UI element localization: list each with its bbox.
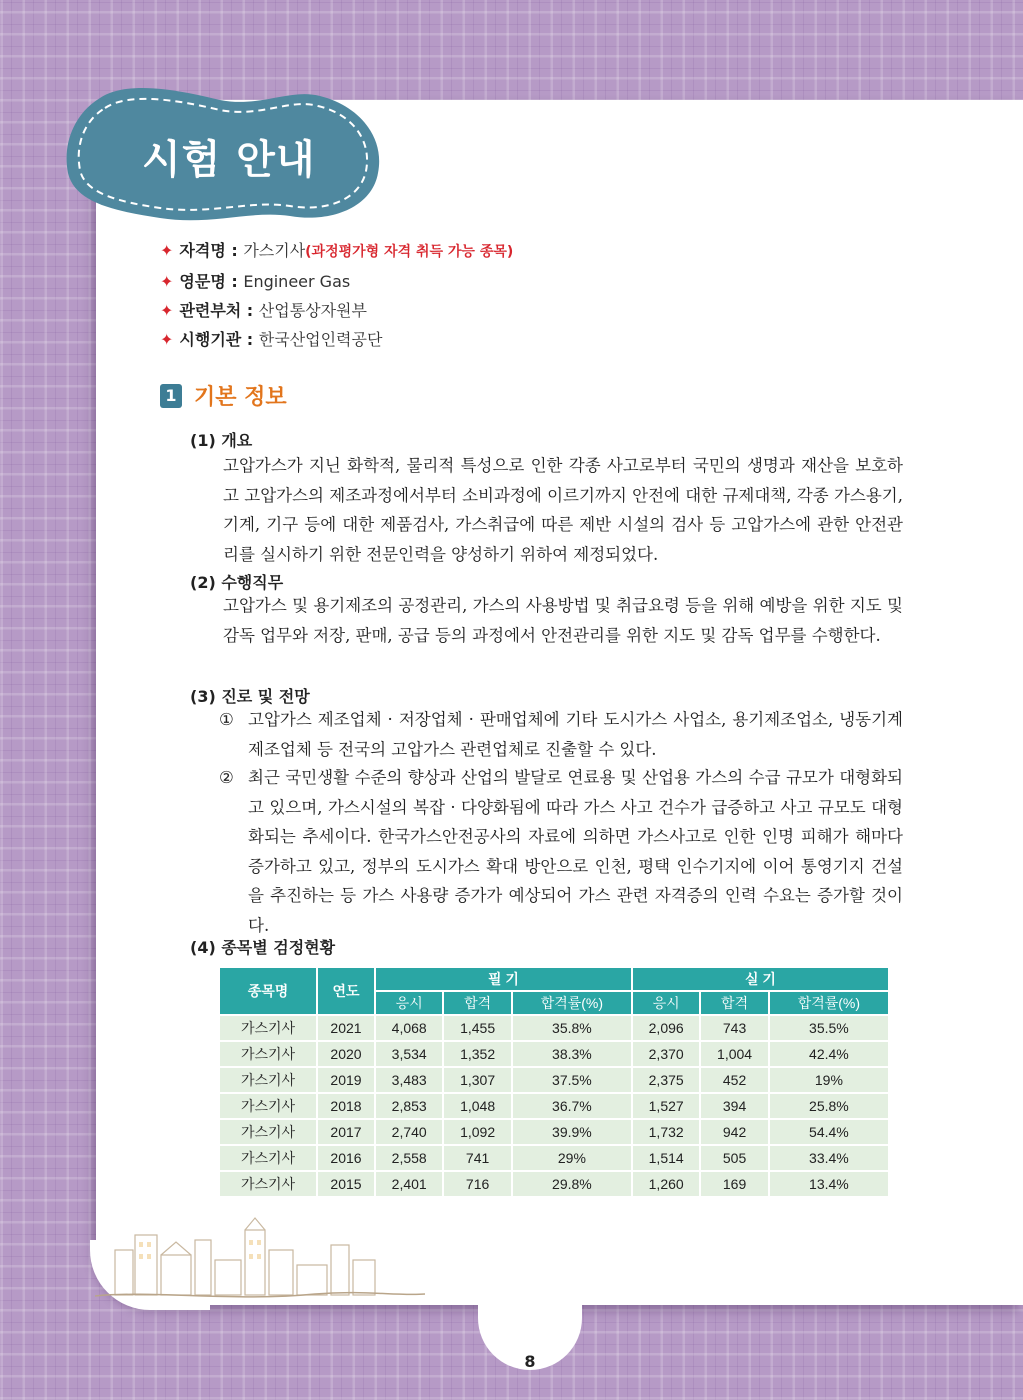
col-written-header: 필 기 — [376, 968, 631, 990]
section-number-badge: 1 — [160, 384, 182, 408]
outlook-heading: (3) 진로 및 전망 — [190, 687, 310, 706]
meta-row-agency: ✦ 시행기관 : 한국산업인력공단 — [160, 330, 383, 349]
practical-rate-header: 합격률(%) — [770, 992, 888, 1014]
page-title: 시험 안내 — [142, 137, 316, 183]
certificate-meta — [160, 236, 513, 354]
written-passed-header: 합격 — [444, 992, 510, 1014]
meta-row-english-name: ✦ 영문명 : Engineer Gas — [160, 272, 351, 291]
duties-heading: (2) 수행직무 — [190, 573, 284, 592]
table-row: 가스기사 2015 2,401 716 29.8% 1,260 169 13.4% — [220, 1172, 888, 1196]
star-icon: ✦ — [160, 241, 174, 260]
meta-row-name: ✦ 자격명 : 가스기사(과정평가형 자격 취득 가능 종목) — [160, 241, 514, 260]
meta-row-ministry: ✦ 관련부처 : 산업통상자원부 — [160, 301, 367, 320]
table-row: 가스기사 2016 2,558 741 29% 1,514 505 33.4% — [220, 1146, 888, 1170]
col-name-header: 종목명 — [220, 968, 316, 1014]
written-applied-header: 응시 — [376, 992, 442, 1014]
table-row: 가스기사 2020 3,534 1,352 38.3% 2,370 1,004 42.4% — [220, 1042, 888, 1066]
section-heading — [160, 380, 287, 411]
table-row: 가스기사 2017 2,740 1,092 39.9% 1,732 942 54.4% — [220, 1120, 888, 1144]
section-title: 기본 정보 — [194, 385, 287, 410]
stats-heading: (4) 종목별 검정현황 — [190, 938, 336, 957]
overview-text: 고압가스가 지닌 화학적, 물리적 특성으로 인한 각종 사고로부터 국민의 생명과 재산을 보호하고 고압가스의 제조과정에서부터 소비과정에 이르기까지 안전에 대한 규제대책, 각종 가스용기, 기계, 기구 등에 대한 제품검사, 가스취급에 따른 제반 시설의 검사 등 고압가스에 관한 안전관리를 실시하기 위한 전문인력을 양성하기 위하여 제정되었다. — [223, 456, 903, 564]
practical-passed-header: 합격 — [701, 992, 767, 1014]
table-row: 가스기사 2019 3,483 1,307 37.5% 2,375 452 19% — [220, 1068, 888, 1092]
written-rate-header: 합격률(%) — [513, 992, 631, 1014]
col-practical-header: 실 기 — [633, 968, 888, 990]
duties-text: 고압가스 및 용기제조의 공정관리, 가스의 사용방법 및 취급요령 등을 위해 예방을 위한 지도 및 감독 업무와 저장, 판매, 공급 등의 과정에서 안전관리를 위한 지도 및 감독 업무를 수행한다. — [223, 596, 903, 645]
table-row: 가스기사 2018 2,853 1,048 36.7% 1,527 394 25.8% — [220, 1094, 888, 1118]
star-icon: ✦ — [160, 272, 174, 291]
city-illustration — [95, 1210, 425, 1300]
star-icon: ✦ — [160, 330, 174, 349]
star-icon: ✦ — [160, 301, 174, 320]
overview-heading: (1) 개요 — [190, 431, 253, 450]
col-year-header: 연도 — [318, 968, 374, 1014]
practical-applied-header: 응시 — [633, 992, 699, 1014]
outlook-item-2: ② 최근 국민생활 수준의 향상과 산업의 발달로 연료용 및 산업용 가스의 수급 규모가 대형화되고 있으며, 가스시설의 복잡 · 다양화됨에 따라 가스 사고 건수가 급증하고 사고 규모도 대형화되는 추세이다. 한국가스안전공사의 자료에 의하면 가스사고로 인한 인명 피해가 해마다 증가하고 있고, 정부의 도시가스 확대 방안으로 인천, 평택 인수기지에 이어 통영기지 건설을 추진하는 등 가스 사용량 증가가 예상되어 가스 관련 자격증의 인력 수요는 증가할 것이다. — [219, 768, 903, 935]
page-number: 8 — [524, 1352, 536, 1371]
stats-table — [218, 966, 890, 1198]
table-row: 가스기사 2021 4,068 1,455 35.8% 2,096 743 35.5% — [220, 1016, 888, 1040]
outlook-item-1: ① 고압가스 제조업체 · 저장업체 · 판매업체에 기타 도시가스 사업소, 용기제조업소, 냉동기계 제조업체 등 전국의 고압가스 관련업체로 진출할 수 있다. — [219, 710, 903, 759]
